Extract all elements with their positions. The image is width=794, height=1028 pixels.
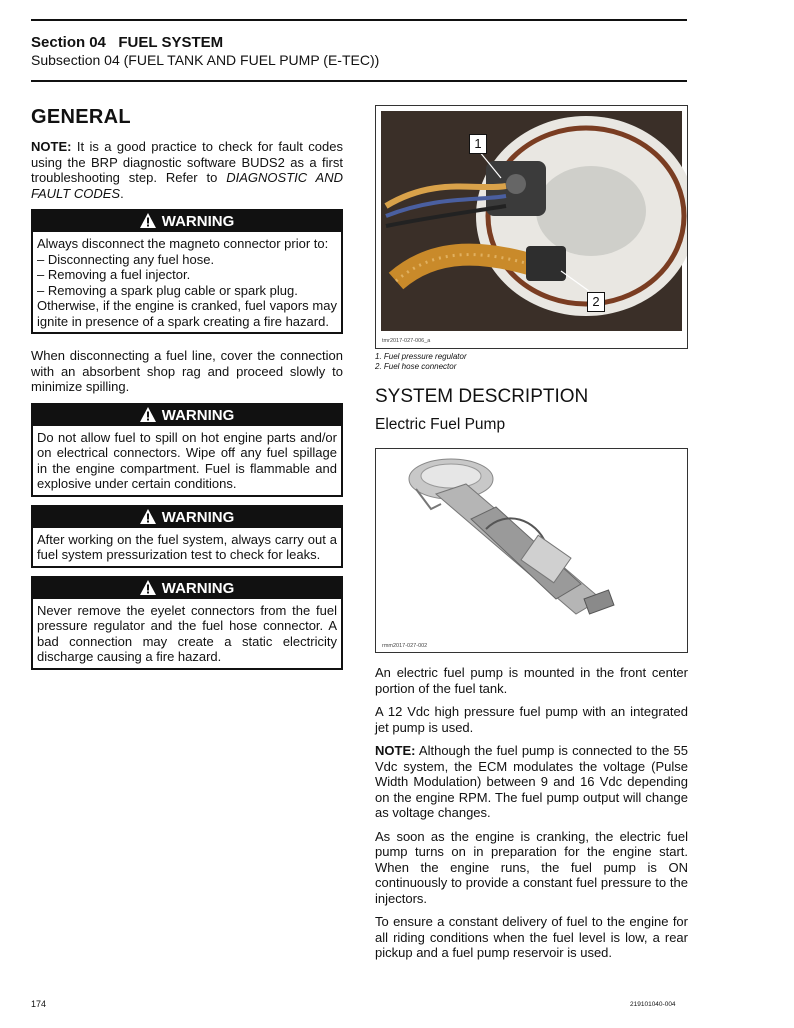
- document-code: 219101040-004: [630, 1001, 676, 1008]
- warning-text: Always disconnect the magneto connector prior to: – Disconnecting any fuel hose. – Removing a fuel injector. – Removing a spark plug cable or spark plug. Otherwise, if the engine is cranked, fuel vapors may ignite in presence of a spark creating a fire hazard.: [37, 236, 337, 329]
- warning-text: Do not allow fuel to spill on hot engine parts and/or on electrical connectors. Wipe off any fuel spillage in the engine compartment. Fuel is flammable and explosive under certain conditions.: [37, 429, 337, 491]
- callout-1: 1: [469, 134, 487, 154]
- figure-caption-2: 2. Fuel hose connector: [375, 362, 457, 371]
- warning-header: WARNING: [33, 578, 341, 599]
- warning-triangle-icon: [140, 580, 156, 601]
- figure-id: rmm2017-027-002: [382, 643, 428, 649]
- warning-triangle-icon: [140, 407, 156, 428]
- fuel-pump-illustration-figure: [375, 448, 688, 653]
- note-general: NOTE: It is a good practice to check for fault codes using the BRP diagnostic software BUDS2 as a first troubleshooting step. Refer to DIAGNOSTIC AND FAULT CODES.: [31, 139, 343, 201]
- figure-caption-1: 1. Fuel pressure regulator: [375, 352, 467, 361]
- cranking-paragraph: As soon as the engine is cranking, the electric fuel pump turns on in preparation for the engine start. When the engine runs, the fuel pump is ON continuously to provide a constant fuel pressure to the injectors.: [375, 828, 688, 906]
- header-top-rule: [31, 19, 687, 21]
- warning-header: WARNING: [33, 211, 341, 232]
- warning-triangle-icon: [140, 213, 156, 234]
- fuel-pump-photo-figure: [375, 105, 688, 349]
- warning-text: Never remove the eyelet connectors from the fuel pressure regulator and the fuel hose connector. A bad connection may create a static electricity discharge causing a fire hazard.: [37, 602, 337, 664]
- fuel-pump-photo: [376, 106, 687, 348]
- fuel-pump-illustration: [376, 449, 687, 652]
- note-pwm: NOTE: Although the fuel pump is connected to the 55 Vdc system, the ECM modulates the voltage (Pulse Width Modulation) between 9 and 16 Vdc depending on the engine RPM. The fuel pump output will change as voltage changes.: [375, 743, 688, 820]
- warning-box-pressurization: [31, 505, 343, 568]
- pump-location-paragraph: An electric fuel pump is mounted in the front center portion of the fuel tank.: [375, 665, 688, 696]
- warning-box-eyelet: [31, 576, 343, 670]
- warning-box-spill: [31, 403, 343, 497]
- subsection-title: Subsection 04 (FUEL TANK AND FUEL PUMP (E-TEC)): [31, 52, 380, 68]
- warning-box-magneto: [31, 209, 343, 334]
- header-bottom-rule: [31, 80, 687, 82]
- callout-2: 2: [587, 292, 605, 312]
- section-title: Section 04 FUEL SYSTEM: [31, 34, 224, 51]
- figure-id: tmr2017-027-006_a: [382, 338, 431, 344]
- right-column: [375, 106, 688, 969]
- general-heading: GENERAL: [31, 106, 131, 128]
- electric-fuel-pump-subheading: Electric Fuel Pump: [375, 416, 506, 433]
- warning-text: After working on the fuel system, always carry out a fuel system pressurization test to check for leaks.: [37, 531, 337, 562]
- delivery-paragraph: To ensure a constant delivery of fuel to the engine for all riding conditions when the fuel level is low, a rear pickup and a fuel pump reservoir is used.: [375, 914, 688, 960]
- warning-header: WARNING: [33, 507, 341, 528]
- pump-type-paragraph: A 12 Vdc high pressure fuel pump with an integrated jet pump is used.: [375, 704, 688, 735]
- warning-triangle-icon: [140, 509, 156, 530]
- warning-header: WARNING: [33, 405, 341, 426]
- system-description-heading: SYSTEM DESCRIPTION: [375, 386, 589, 407]
- page-number: 174: [31, 999, 47, 1009]
- left-column: [31, 106, 343, 678]
- fuel-line-paragraph: When disconnecting a fuel line, cover the connection with an absorbent shop rag and proceed slowly to minimize spilling.: [31, 348, 343, 394]
